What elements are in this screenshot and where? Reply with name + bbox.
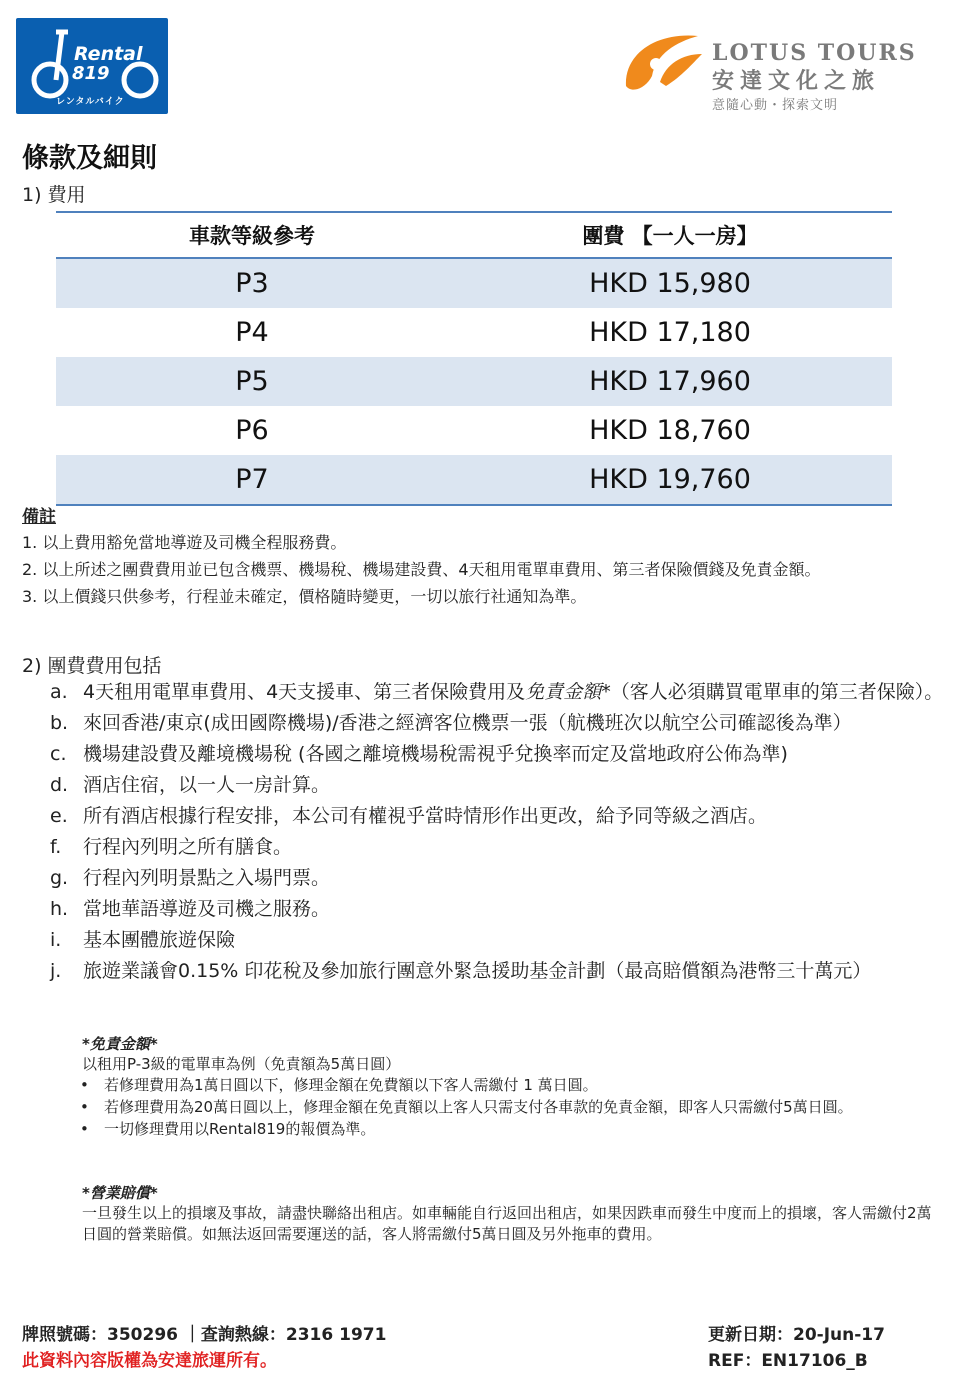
table-row xyxy=(56,406,892,455)
rental819-logo xyxy=(16,18,168,114)
list-text-part: （客人必須購買電單車的第三者保險）。 xyxy=(610,681,944,703)
lotus-logo-slogan: 意隨心動・探索文明 xyxy=(712,98,839,113)
deductible-title: *免責金額* xyxy=(82,1035,158,1053)
list-key: b. xyxy=(50,712,69,734)
table-row xyxy=(56,308,892,357)
list-item xyxy=(50,928,956,953)
table-row xyxy=(56,357,892,406)
list-key: d. xyxy=(50,774,69,796)
grade-cell: P3 xyxy=(56,258,448,308)
list-key: i. xyxy=(50,929,62,951)
deductible-section xyxy=(82,1033,944,1141)
lotus-tours-logo xyxy=(616,20,946,120)
bullet-text: 若修理費用為1萬日圓以下，修理金額在免費額以下客人需繳付 1 萬日圓。 xyxy=(104,1076,598,1094)
list-item xyxy=(50,897,956,922)
list-text: 機場建設費及離境機場稅 (各國之離境機場稅需視乎兌換率而定及當地政府公佈為準) xyxy=(83,743,788,765)
bullet-mark: • xyxy=(80,1076,89,1094)
note-item: 1. 以上費用豁免當地導遊及司機全程服務費。 xyxy=(22,533,347,552)
list-key: f. xyxy=(50,836,62,858)
business-compensation-text: 一旦發生以上的損壞及事故，請盡快聯絡出租店。如車輛能自行返回出租店，如果因跌車而發生中度而上的損壞，客人需繳付2萬日圓的營業賠償。如無法返回需要運送的話，客人將需繳付5萬日圓及另外拖車的費用。 xyxy=(82,1204,932,1243)
bullet-mark: • xyxy=(80,1120,89,1138)
section-2-heading: 2) 團費費用包括 xyxy=(22,655,162,677)
list-item xyxy=(50,711,956,736)
bullet-item xyxy=(78,1119,944,1140)
list-key: a. xyxy=(50,681,68,703)
list-key: j. xyxy=(50,960,62,982)
section-1-heading: 1) 費用 xyxy=(22,184,86,206)
license-and-hotline: 牌照號碼：350296 ｜查詢熱線：2316 1971 xyxy=(22,1325,387,1345)
deductible-bullets xyxy=(78,1075,944,1140)
list-text: 酒店住宿，以一人一房計算。 xyxy=(83,774,331,796)
list-text: 所有酒店根據行程安排，本公司有權視乎當時情形作出更改，給予同等級之酒店。 xyxy=(83,805,768,827)
list-item xyxy=(50,680,956,705)
list-text: 基本團體旅遊保險 xyxy=(83,929,236,951)
table-row xyxy=(56,258,892,308)
list-item xyxy=(50,866,956,891)
bullet-mark: • xyxy=(80,1098,89,1116)
list-key: h. xyxy=(50,898,69,920)
deductible-term: 免責金額* xyxy=(525,681,611,703)
reference-code: REF：EN17106_B xyxy=(708,1351,868,1371)
fee-table-header-row xyxy=(56,212,892,258)
deductible-intro: 以租用P-3級的電單車為例（免責額為5萬日圓） xyxy=(82,1055,401,1073)
update-date: 更新日期：20-Jun-17 xyxy=(708,1325,885,1345)
business-compensation-title: *營業賠償* xyxy=(82,1184,158,1202)
included-items-list xyxy=(50,680,956,990)
note-item: 3. 以上價錢只供參考，行程並未確定，價格隨時變更，一切以旅行社通知為準。 xyxy=(22,587,587,606)
list-text-part: 4天租用電單車費用、4天支援車、第三者保險費用及 xyxy=(83,681,526,703)
grade-cell: P6 xyxy=(235,415,269,446)
lotus-swirl-icon xyxy=(616,24,708,104)
list-item xyxy=(50,959,956,984)
column-header-grade: 車款等級參考 xyxy=(56,212,448,258)
list-item xyxy=(50,742,956,767)
bullet-text: 若修理費用為20萬日圓以上，修理金額在免責額以上客人只需支付各車款的免責金額，即客人只需繳付5萬日圓。 xyxy=(104,1098,853,1116)
table-row xyxy=(56,455,892,505)
rental-logo-number: 819 xyxy=(72,63,110,84)
list-item xyxy=(50,773,956,798)
price-cell: HKD 15,980 xyxy=(448,258,892,308)
grade-cell: P5 xyxy=(56,357,448,406)
bullet-text: 一切修理費用以Rental819的報價為準。 xyxy=(104,1120,376,1138)
rental-logo-text: Rental xyxy=(74,43,143,65)
list-text: 旅遊業議會0.15% 印花稅及參加旅行團意外緊急援助基金計劃（最高賠償額為港幣三十萬元） xyxy=(83,960,872,982)
bullet-item xyxy=(78,1097,944,1118)
notes-heading: 備註 xyxy=(22,507,56,527)
price-cell: HKD 18,760 xyxy=(589,415,751,446)
price-cell: HKD 17,960 xyxy=(448,357,892,406)
rental-logo-subtext: レンタルバイク xyxy=(56,97,125,107)
list-key: c. xyxy=(50,743,67,765)
list-text: 行程內列明之所有膳食。 xyxy=(83,836,293,858)
price-cell: HKD 19,760 xyxy=(448,455,892,505)
copyright-notice: 此資料內容版權為安達旅運所有。 xyxy=(22,1351,277,1371)
fee-table xyxy=(56,211,892,506)
list-text: 行程內列明景點之入場門票。 xyxy=(83,867,331,889)
list-item xyxy=(50,835,956,860)
note-item: 2. 以上所述之團費費用並已包含機票、機場稅、機場建設費、4天租用電單車費用、第三者保險價錢及免責金額。 xyxy=(22,560,821,579)
list-item xyxy=(50,804,956,829)
bullet-item xyxy=(78,1075,944,1096)
list-text: 來回香港/東京(成田國際機場)/香港之經濟客位機票一張（航機班次以航空公司確認後為準） xyxy=(83,712,852,734)
grade-cell: P4 xyxy=(235,317,269,348)
list-key: g. xyxy=(50,867,69,889)
list-text xyxy=(83,680,956,705)
page-title: 條款及細則 xyxy=(22,143,157,174)
list-key: e. xyxy=(50,805,68,827)
grade-cell: P7 xyxy=(56,455,448,505)
price-cell: HKD 17,180 xyxy=(589,317,751,348)
lotus-logo-chinese: 安達文化之旅 xyxy=(712,68,881,94)
lotus-logo-name: LOTUS TOURS xyxy=(712,40,917,66)
list-text: 當地華語導遊及司機之服務。 xyxy=(83,898,331,920)
column-header-price: 團費 【一人一房】 xyxy=(448,212,892,258)
business-compensation-section xyxy=(82,1182,944,1245)
